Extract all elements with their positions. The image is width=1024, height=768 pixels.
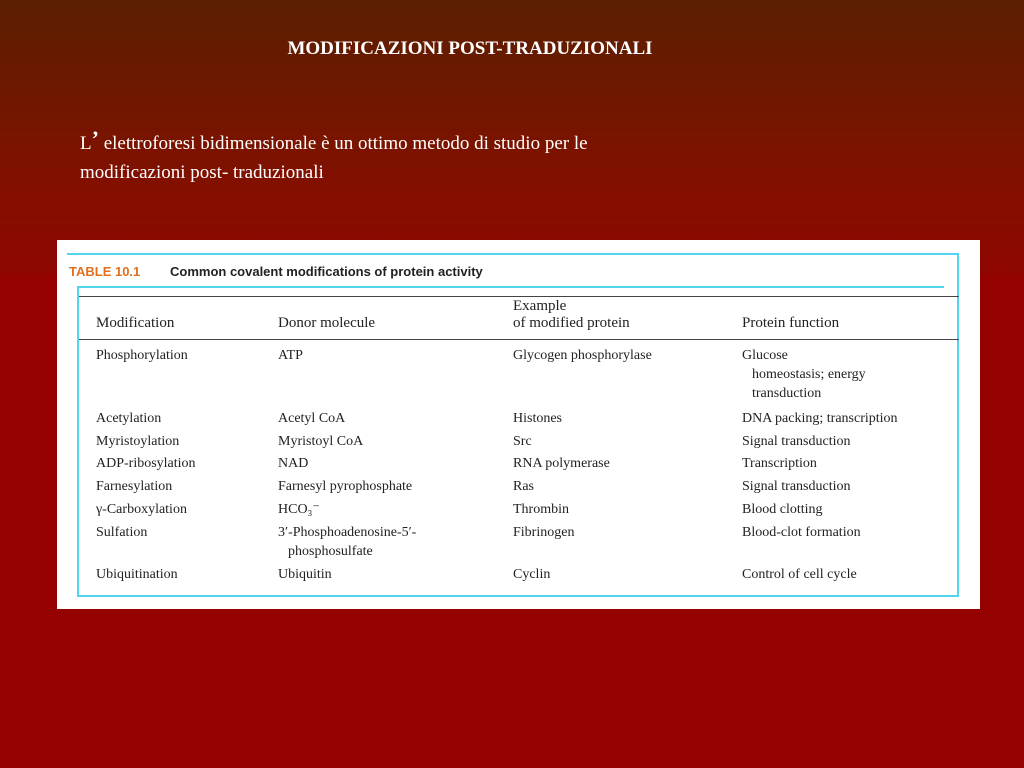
cell-donor: Ubiquitin bbox=[278, 567, 332, 582]
header-donor: Donor molecule bbox=[278, 315, 376, 331]
slide-title: MODIFICAZIONI POST-TRADUZIONALI bbox=[287, 38, 653, 59]
slide-body-text bbox=[80, 127, 800, 187]
frame-top-line bbox=[67, 253, 958, 255]
table-top-rule bbox=[79, 296, 959, 297]
cell-function-line-3: transduction bbox=[752, 386, 822, 401]
table-figure bbox=[57, 240, 980, 609]
header-example-line-1: Example bbox=[513, 298, 567, 314]
header-example bbox=[513, 298, 630, 332]
cell-modification: Sulfation bbox=[96, 525, 148, 540]
header-modification: Modification bbox=[96, 315, 175, 331]
cell-function: Blood-clot formation bbox=[742, 525, 861, 540]
text-line-2: modificazioni post- traduzionali bbox=[80, 162, 324, 183]
cell-modification: Acetylation bbox=[96, 411, 162, 426]
cell-example: RNA polymerase bbox=[513, 456, 610, 471]
cell-modification: Myristoylation bbox=[96, 434, 180, 449]
table-label: TABLE 10.1 bbox=[69, 264, 141, 279]
cell-example: Thrombin bbox=[513, 502, 569, 517]
cell-function bbox=[742, 346, 866, 403]
header-function: Protein function bbox=[742, 315, 840, 331]
cell-function-line-2: homeostasis; energy bbox=[752, 367, 866, 382]
cell-function: Blood clotting bbox=[742, 502, 823, 517]
cell-function: Control of cell cycle bbox=[742, 567, 857, 582]
cell-example: Glycogen phosphorylase bbox=[513, 348, 652, 363]
cell-donor bbox=[278, 523, 416, 561]
cell-donor: Farnesyl pyrophosphate bbox=[278, 479, 413, 494]
cell-modification: Ubiquitination bbox=[96, 567, 178, 582]
cell-donor-line-2: phosphosulfate bbox=[288, 544, 373, 559]
cell-function: Transcription bbox=[742, 456, 817, 471]
cell-example: Cyclin bbox=[513, 567, 551, 582]
cell-modification: ADP-ribosylation bbox=[96, 456, 196, 471]
cell-donor: Myristoyl CoA bbox=[278, 434, 364, 449]
cell-donor: Acetyl CoA bbox=[278, 411, 346, 426]
text-line-1: elettroforesi bidimensionale è un ottimo metodo di studio per le bbox=[98, 133, 588, 154]
table-caption: Common covalent modifications of protein activity bbox=[170, 264, 483, 279]
cell-example: Src bbox=[513, 434, 532, 449]
cell-donor: HCO₃⁻ bbox=[278, 502, 320, 517]
frame-right-line bbox=[957, 253, 959, 597]
cell-modification: γ-Carboxylation bbox=[96, 502, 187, 517]
frame-bottom-line bbox=[77, 595, 959, 597]
cell-function-line-1: Glucose bbox=[742, 348, 788, 363]
cell-function: Signal transduction bbox=[742, 434, 851, 449]
cell-example: Fibrinogen bbox=[513, 525, 575, 540]
header-example-line-2: of modified protein bbox=[513, 315, 630, 331]
frame-mid-line bbox=[77, 286, 944, 288]
text-apostrophe: ’ bbox=[91, 126, 99, 151]
cell-modification: Phosphorylation bbox=[96, 348, 188, 363]
cell-function: DNA packing; transcription bbox=[742, 411, 898, 426]
cell-donor: NAD bbox=[278, 456, 309, 471]
cell-donor-line-1: 3′-Phosphoadenosine-5′- bbox=[278, 525, 417, 540]
cell-donor: ATP bbox=[278, 348, 303, 363]
frame-left-line bbox=[77, 286, 79, 596]
cell-example: Histones bbox=[513, 411, 562, 426]
cell-example: Ras bbox=[513, 479, 534, 494]
cell-modification: Farnesylation bbox=[96, 479, 173, 494]
table-header-rule bbox=[79, 339, 959, 340]
cell-function: Signal transduction bbox=[742, 479, 851, 494]
text-lead: L bbox=[80, 133, 92, 154]
